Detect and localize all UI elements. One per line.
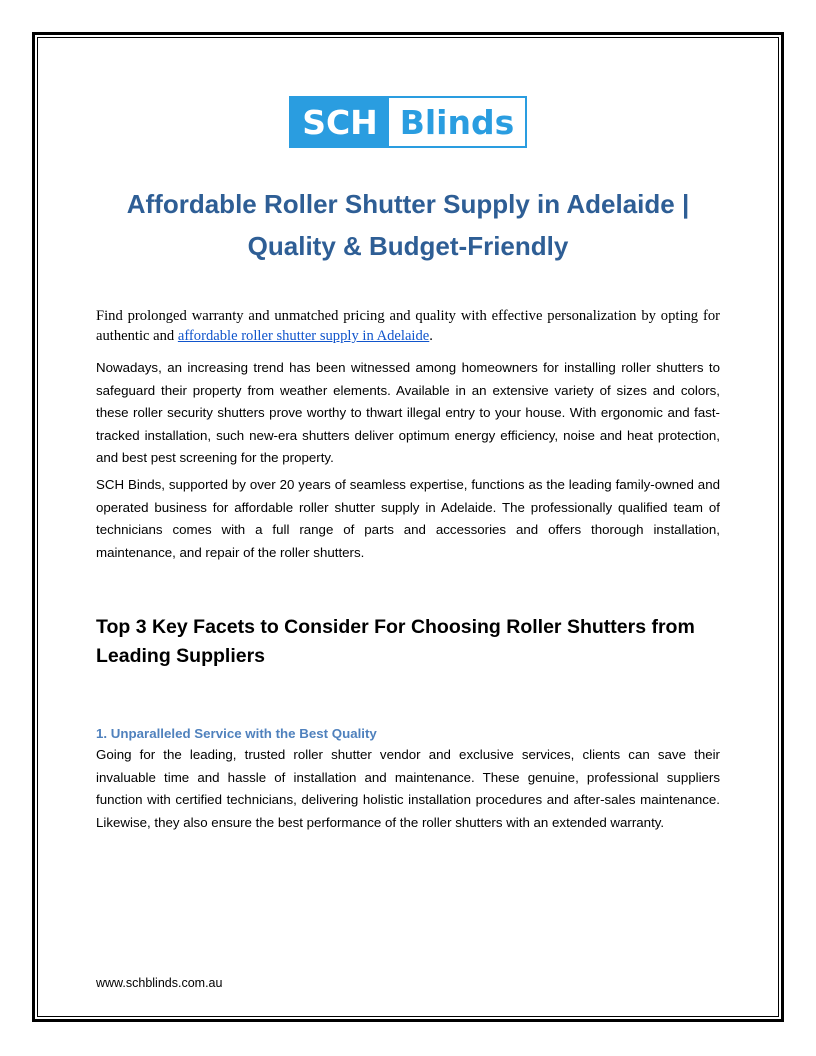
section-heading: Top 3 Key Facets to Consider For Choosing Roller Shutters from Leading Suppliers: [96, 616, 695, 667]
page-title-line2: Quality & Budget-Friendly: [247, 231, 569, 261]
intro-text: Find prolonged warranty and unmatched pricing and quality with effective personalization by opting for authentic and: [96, 308, 720, 344]
supply-link[interactable]: affordable roller shutter supply in Adelaide: [177, 328, 430, 344]
intro-text-end: .: [429, 328, 433, 344]
logo-blinds-text: Blinds: [389, 98, 525, 146]
footer-url: www.schblinds.com.au: [96, 976, 223, 990]
body-paragraph-2: SCH Binds, supported by over 20 years of seamless expertise, functions as the leading family-owned and operated business for affordable roller shutter supply in Adelaide. The professionally qualified team of technicians comes with a full range of parts and accessories and offers thorough installation, maintenance, and repair of the roller shutters.: [96, 477, 720, 560]
logo-sch-text: SCH: [291, 98, 389, 146]
intro-paragraph: [96, 306, 720, 346]
facet-1-paragraph: Going for the leading, trusted roller shutter vendor and exclusive services, clients can save their invaluable time and hassle of installation and maintenance. These genuine, professional suppliers function with certified technicians, delivering holistic installation procedures and after-sales maintenance. Likewise, they also ensure the best performance of the roller shutters with an extended warranty.: [96, 747, 720, 830]
company-logo: [289, 96, 527, 148]
page-title-line1: Affordable Roller Shutter Supply in Adelaide |: [126, 189, 690, 219]
page-title: [96, 183, 720, 267]
facet-1-heading: 1. Unparalleled Service with the Best Quality: [96, 726, 377, 741]
body-paragraph-1: Nowadays, an increasing trend has been witnessed among homeowners for installing roller shutters to safeguard their property from weather elements. Available in an extensive variety of sizes and colors, these roller security shutters prove worthy to thwart illegal entry to your house. With ergonomic and fast-tracked installation, such new-era shutters deliver optimum energy efficiency, noise and heat protection, and best pest screening for the property.: [96, 360, 720, 465]
